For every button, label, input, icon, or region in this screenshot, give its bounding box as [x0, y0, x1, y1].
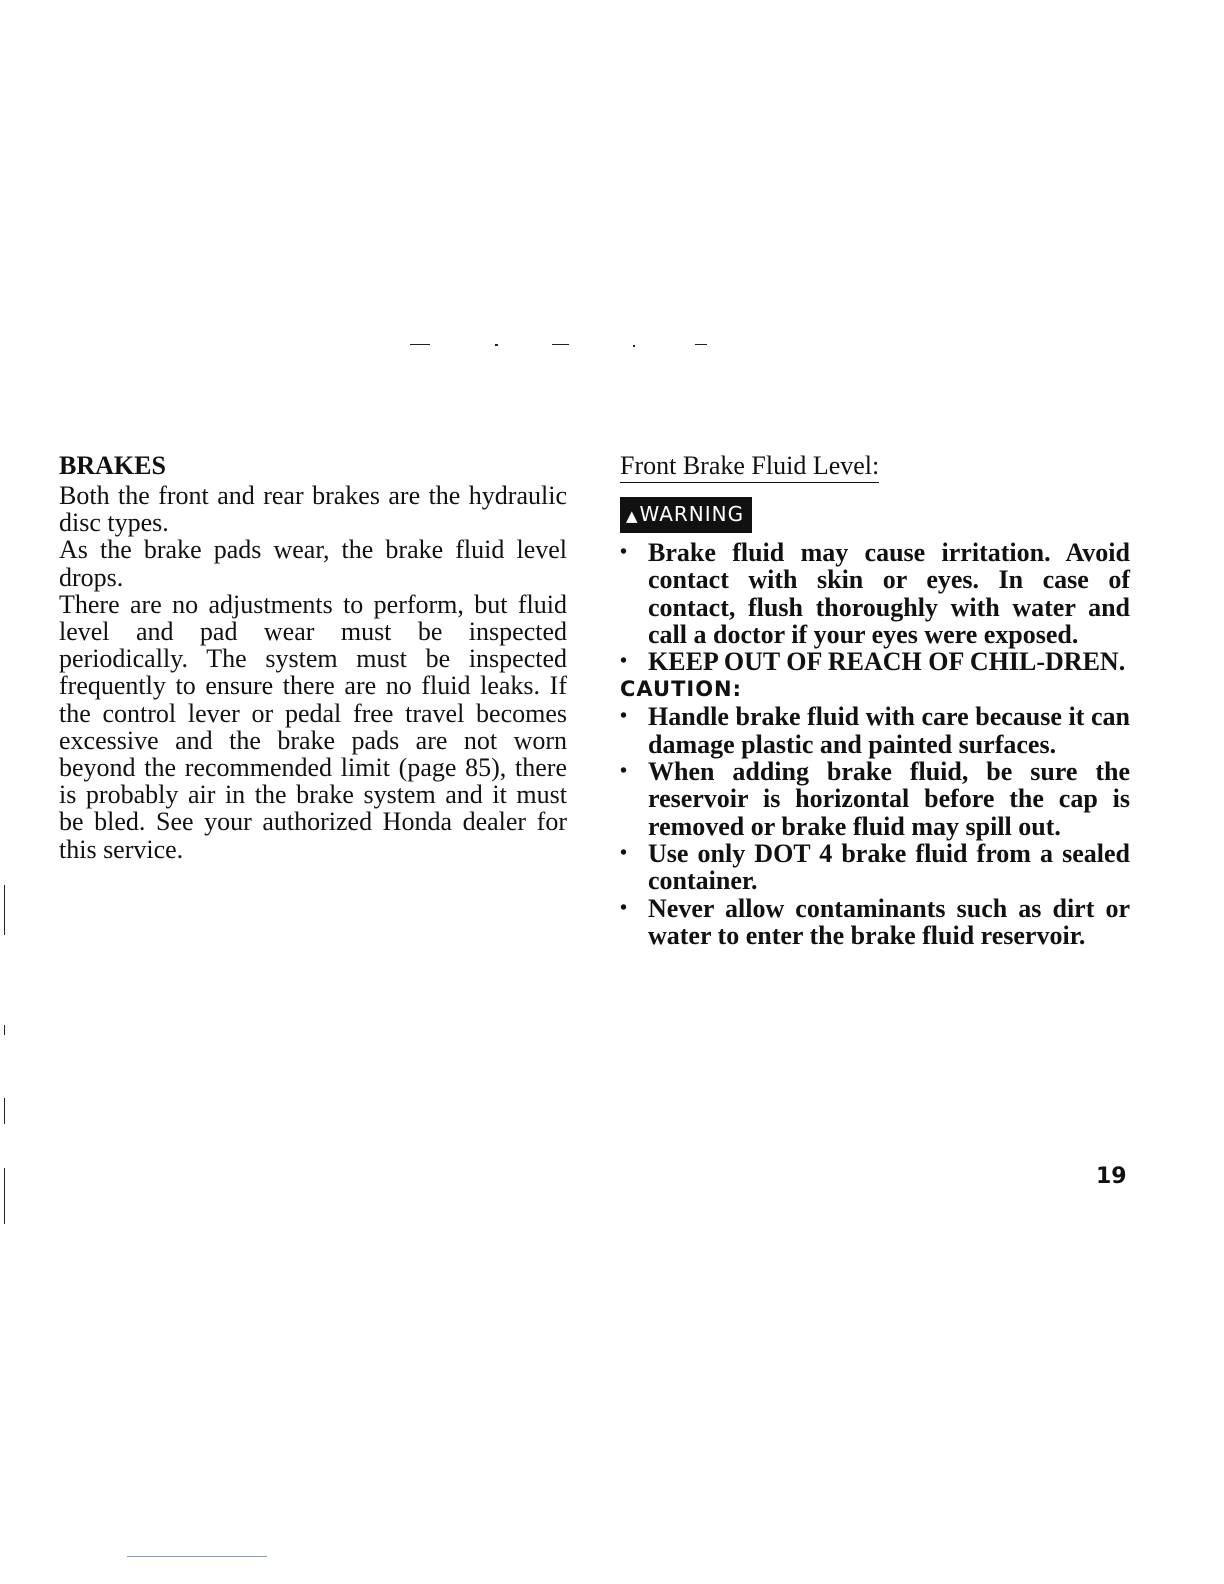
scan-dash [695, 344, 707, 345]
scan-dash [410, 344, 430, 345]
bullet: • [620, 650, 628, 673]
scan-edge-line [4, 1168, 5, 1224]
bullet: • [620, 896, 628, 919]
list-item: • Never allow contaminants such as dirt or water to enter the brake fluid reservoir. [620, 893, 1130, 950]
section-title: BRAKES [59, 451, 166, 480]
bullet: • [620, 705, 628, 728]
front-brake-fluid-section [620, 450, 1130, 949]
scan-dot [495, 344, 498, 346]
bullet: • [620, 760, 628, 783]
paragraph-inspection: There are no adjustments to perform, but fluid level and pad wear must be inspected periodically. The system must be inspected frequently to ensure there are no fluid leaks. If the control lever or pedal free travel becomes excessive and the brake pads are not worn beyond the recommended limit (page 85), there is probably air in the brake system and it must be bled. See your authorized Honda dealer for this service. [59, 589, 567, 864]
scan-edge-line [4, 1098, 5, 1124]
scan-edge-line [4, 1025, 5, 1035]
warning-label: WARNING [639, 502, 745, 526]
list-item: • When adding brake fluid, be sure the reservoir is horizontal before the cap is removed or brake fluid may spill out. [620, 757, 1130, 841]
paragraph-fluid-drops: As the brake pads wear, the brake fluid level drops. [59, 535, 567, 592]
sub-heading: Front Brake Fluid Level: [620, 450, 879, 483]
list-item: • Brake fluid may cause irritation. Avoid contact with skin or eyes. In case of contact, flush thoroughly with water and call a doctor if your eyes were exposed. [620, 538, 1130, 649]
bottom-rule [127, 1556, 267, 1557]
paragraph-disc-types: Both the front and rear brakes are the hydraulic disc types. [59, 481, 567, 538]
scan-dot [633, 345, 635, 347]
bullet: • [620, 541, 628, 563]
brakes-section [59, 450, 567, 863]
caution-list [620, 703, 1130, 949]
warning-triangle-icon: ▲ [626, 507, 639, 525]
caution-label: CAUTION: [620, 677, 743, 702]
page-number: 19 [1096, 1164, 1127, 1189]
warning-badge [620, 497, 752, 533]
list-item: • Handle brake fluid with care because it can damage plastic and painted surfaces. [620, 702, 1130, 759]
list-item: • KEEP OUT OF REACH OF CHIL-DREN. [620, 647, 1126, 677]
bullet: • [620, 841, 628, 864]
scan-dash [552, 344, 569, 345]
scan-edge-line [4, 885, 5, 935]
warning-list [620, 539, 1130, 675]
list-item: • Use only DOT 4 brake fluid from a sealed container. [620, 838, 1130, 896]
